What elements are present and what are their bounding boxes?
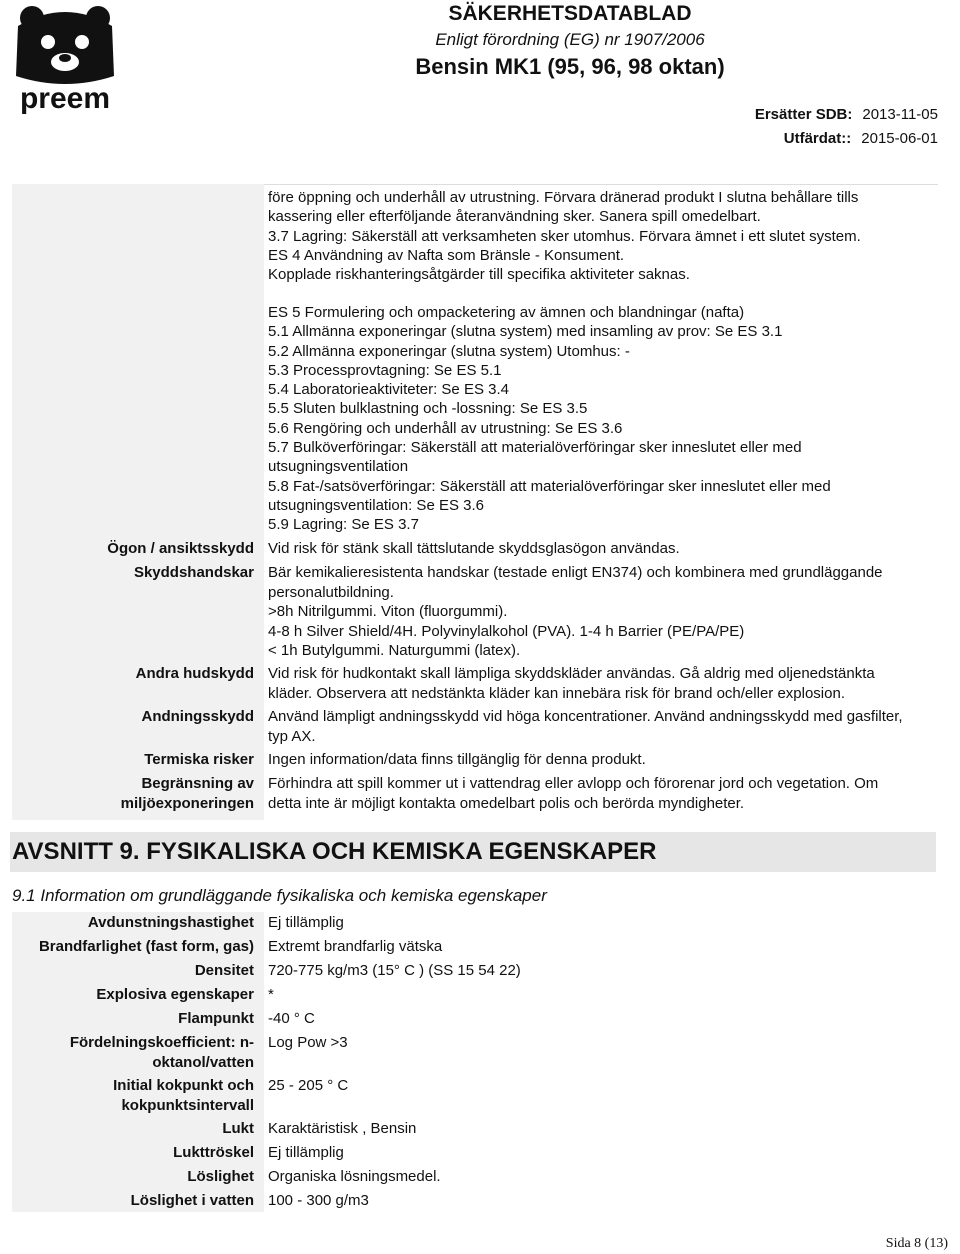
property-label: Löslighet	[187, 1168, 254, 1185]
environment-label: Begränsning av miljöexponeringen	[120, 775, 254, 812]
section-9-title: AVSNITT 9. FYSIKALISKA OCH KEMISKA EGENSKAPER	[12, 838, 657, 865]
text-line: 5.9 Lagring: Se ES 3.7	[268, 516, 419, 534]
text-line: 5.1 Allmänna exponeringar (slutna system) med insamling av prov: Se ES 3.1	[268, 323, 783, 341]
property-value: Extremt brandfarlig vätska	[268, 938, 443, 955]
property-label: Flampunkt	[178, 1010, 254, 1027]
replaces-value: 2013-11-05	[862, 106, 938, 123]
property-value: Ej tillämplig	[268, 914, 344, 931]
property-value: Ej tillämplig	[268, 1144, 344, 1161]
section-9-1-subtitle: 9.1 Information om grundläggande fysikaliska och kemiska egenskaper	[12, 886, 547, 905]
document-title: SÄKERHETSDATABLAD	[448, 2, 692, 25]
property-label: Densitet	[194, 962, 254, 979]
es5-paragraph	[268, 303, 938, 535]
table-top-rule	[264, 184, 938, 185]
property-label: Avdunstningshastighet	[87, 914, 254, 931]
section-9-header	[10, 832, 936, 872]
respiratory-value: Använd lämpligt andningsskydd vid höga koncentrationer. Använd andningsskydd med gasfilter, typ AX.	[268, 708, 903, 745]
environment-value: Förhindra att spill kommer ut i vattendrag eller avlopp och förorenar jord och vegetation. Om detta inte är möjligt kontakta omedelbart polis och berörda myndigheter.	[268, 775, 879, 812]
replaces-row	[755, 106, 938, 123]
regulation-subtitle: Enligt förordning (EG) nr 1907/2006	[435, 30, 705, 49]
eye-protection-label: Ögon / ansiktsskydd	[107, 540, 254, 557]
text-line: före öppning och underhåll av utrustning. Förvara dränerad produkt I slutna behållare tills	[268, 189, 859, 206]
gloves-label: Skyddshandskar	[133, 564, 254, 581]
issued-label: Utfärdat::	[783, 130, 852, 147]
text-line: kassering eller efterföljande återanvändning sker. Sanera spill omedelbart.	[268, 208, 761, 226]
property-value: 25 - 205 ° C	[268, 1077, 349, 1094]
property-label: Lukttröskel	[173, 1144, 254, 1161]
property-label: Lukt	[222, 1120, 254, 1137]
respiratory-label: Andningsskydd	[141, 708, 254, 725]
property-value: Organiska lösningsmedel.	[268, 1168, 441, 1185]
property-value: *	[268, 986, 274, 1003]
text-line: 3.7 Lagring: Säkerställ att verksamheten sker utomhus. Förvara ämnet i ett slutet system.	[268, 227, 861, 245]
property-value: -40 ° C	[268, 1010, 315, 1027]
logo-wordmark: preem	[19, 82, 111, 114]
property-value: Log Pow >3	[268, 1034, 348, 1051]
skin-protection-label: Andra hudskydd	[135, 665, 254, 682]
text-line: 5.4 Laboratorieaktiviteter: Se ES 3.4	[268, 381, 509, 399]
product-name: Bensin MK1 (95, 96, 98 oktan)	[415, 54, 725, 79]
text-line: ES 5 Formulering och ompacketering av ämnen och blandningar (nafta)	[268, 304, 745, 321]
skin-protection-value: Vid risk för hudkontakt skall lämpliga skyddskläder användas. Gå aldrig med oljenedstänkta kläder. Observera att nedstänkta kläder kan innebära risk för brand och/eller explosion.	[268, 665, 875, 702]
property-label: Fördelningskoefficient: n- oktanol/vatten	[69, 1034, 254, 1071]
intro-paragraph	[268, 188, 938, 284]
eye-protection-value: Vid risk för stänk skall tättslutande skyddsglasögon användas.	[268, 540, 680, 557]
page-number: Sida 8 (13)	[885, 1236, 948, 1251]
replaces-label: Ersätter SDB:	[754, 106, 853, 123]
text-line: 5.5 Sluten bulklastning och -lossning: Se ES 3.5	[268, 400, 588, 418]
issued-value: 2015-06-01	[861, 130, 938, 147]
text-line: 5.8 Fat-/satsöverföringar: Säkerställ att materialöverföringar sker inneslutet eller med	[268, 477, 831, 495]
issued-row	[784, 130, 938, 147]
text-line: utsugningsventilation: Se ES 3.6	[268, 496, 484, 514]
property-value: 720-775 kg/m3 (15° C ) (SS 15 54 22)	[268, 962, 521, 979]
text-line: Kopplade riskhanteringsåtgärder till specifika aktiviteter saknas.	[268, 266, 690, 284]
text-line: 5.6 Rengöring och underhåll av utrustning: Se ES 3.6	[268, 419, 623, 437]
text-line: 5.2 Allmänna exponeringar (slutna system) Utomhus: -	[268, 342, 630, 360]
property-value: 100 - 300 g/m3	[268, 1192, 369, 1209]
text-line: 5.7 Bulköverföringar: Säkerställ att materialöverföringar sker inneslutet eller med	[268, 439, 802, 457]
property-label: Löslighet i vatten	[130, 1192, 254, 1209]
property-label: Brandfarlighet (fast form, gas)	[38, 938, 254, 955]
property-label: Explosiva egenskaper	[96, 986, 254, 1003]
text-line: ES 4 Användning av Nafta som Bränsle - Konsument.	[268, 246, 625, 264]
preem-logo	[10, 6, 120, 114]
text-line: utsugningsventilation	[268, 458, 409, 476]
property-value: Karaktäristisk , Bensin	[268, 1120, 417, 1137]
property-label: Initial kokpunkt och kokpunktsintervall	[113, 1077, 254, 1114]
thermal-value: Ingen information/data finns tillgänglig för denna produkt.	[268, 751, 646, 768]
text-line: 5.3 Processprovtagning: Se ES 5.1	[268, 361, 502, 379]
thermal-label: Termiska risker	[144, 751, 254, 768]
gloves-value: Bär kemikalieresistenta handskar (testade enligt EN374) och kombinera med grundläggande personalutbildning. >8h Nitrilgummi. Viton (fluorgummi). 4-8 h Silver Shield/4H. Polyvinylalkohol (PVA). 1-4 h Barrier (PE/PA/PE) < 1h Butylgummi. Naturgummi (latex).	[268, 564, 883, 659]
